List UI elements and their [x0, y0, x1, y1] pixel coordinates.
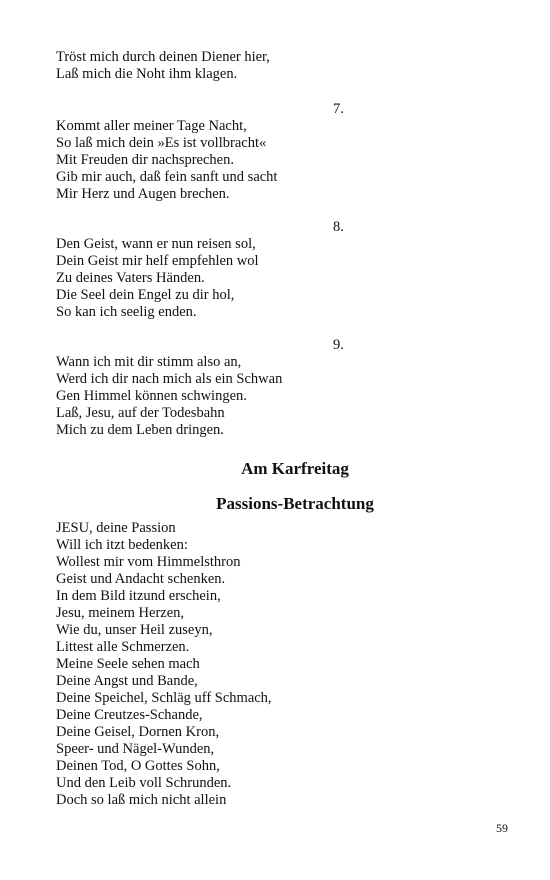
verse-line: JESU, deine Passion: [56, 520, 176, 536]
verse-line: Mich zu dem Leben dringen.: [56, 422, 224, 438]
verse-line: Den Geist, wann er nun reisen sol,: [56, 236, 256, 252]
verse-line: Kommt aller meiner Tage Nacht,: [56, 118, 247, 134]
stanza-number: 9.: [333, 337, 344, 353]
verse-line: Tröst mich durch deinen Diener hier,: [56, 49, 270, 65]
verse-line: Laß, Jesu, auf der Todesbahn: [56, 405, 225, 421]
verse-line: So kan ich seelig enden.: [56, 304, 197, 320]
verse-line: Littest alle Schmerzen.: [56, 639, 190, 655]
verse-line: Wollest mir vom Himmelsthron: [56, 554, 241, 570]
verse-line: Die Seel dein Engel zu dir hol,: [56, 287, 235, 303]
verse-line: Mit Freuden dir nachsprechen.: [56, 152, 234, 168]
verse-line: Deine Angst und Bande,: [56, 673, 198, 689]
verse-line: Geist und Andacht schenken.: [56, 571, 226, 587]
verse-line: In dem Bild itzund erschein,: [56, 588, 221, 604]
verse-line: Doch so laß mich nicht allein: [56, 792, 227, 808]
page-number: 59: [496, 821, 508, 835]
verse-line: Mir Herz und Augen brechen.: [56, 186, 230, 202]
verse-line: Jesu, meinem Herzen,: [56, 605, 185, 621]
verse-line: Wann ich mit dir stimm also an,: [56, 354, 242, 370]
verse-line: Deine Geisel, Dornen Kron,: [56, 724, 220, 740]
stanza-number: 7.: [333, 101, 344, 117]
section-heading: Am Karfreitag: [241, 459, 349, 478]
verse-line: Laß mich die Noht ihm klagen.: [56, 66, 238, 82]
stanza-number: 8.: [333, 219, 344, 235]
verse-line: Deinen Tod, O Gottes Sohn,: [56, 758, 220, 774]
verse-line: Meine Seele sehen mach: [56, 656, 200, 672]
section-subheading: Passions-Betrachtung: [216, 494, 374, 513]
verse-line: Gib mir auch, daß fein sanft und sacht: [56, 169, 278, 185]
verse-line: Dein Geist mir helf empfehlen wol: [56, 253, 259, 269]
verse-line: Will ich itzt bedenken:: [56, 537, 188, 553]
verse-line: Speer- und Nägel-Wunden,: [56, 741, 215, 757]
verse-line: Und den Leib voll Schrunden.: [56, 775, 232, 791]
verse-line: Wie du, unser Heil zuseyn,: [56, 622, 213, 638]
verse-line: So laß mich dein »Es ist vollbracht«: [56, 135, 267, 151]
verse-line: Werd ich dir nach mich als ein Schwan: [56, 371, 283, 387]
intro-stanza: [56, 49, 496, 83]
verse-line: Gen Himmel können schwingen.: [56, 388, 247, 404]
verse-line: Deine Speichel, Schläg uff Schmach,: [56, 690, 272, 706]
verse-line: Deine Creutzes-Schande,: [56, 707, 203, 723]
passion-poem: [56, 520, 496, 809]
verse-line: Zu deines Vaters Händen.: [56, 270, 205, 286]
